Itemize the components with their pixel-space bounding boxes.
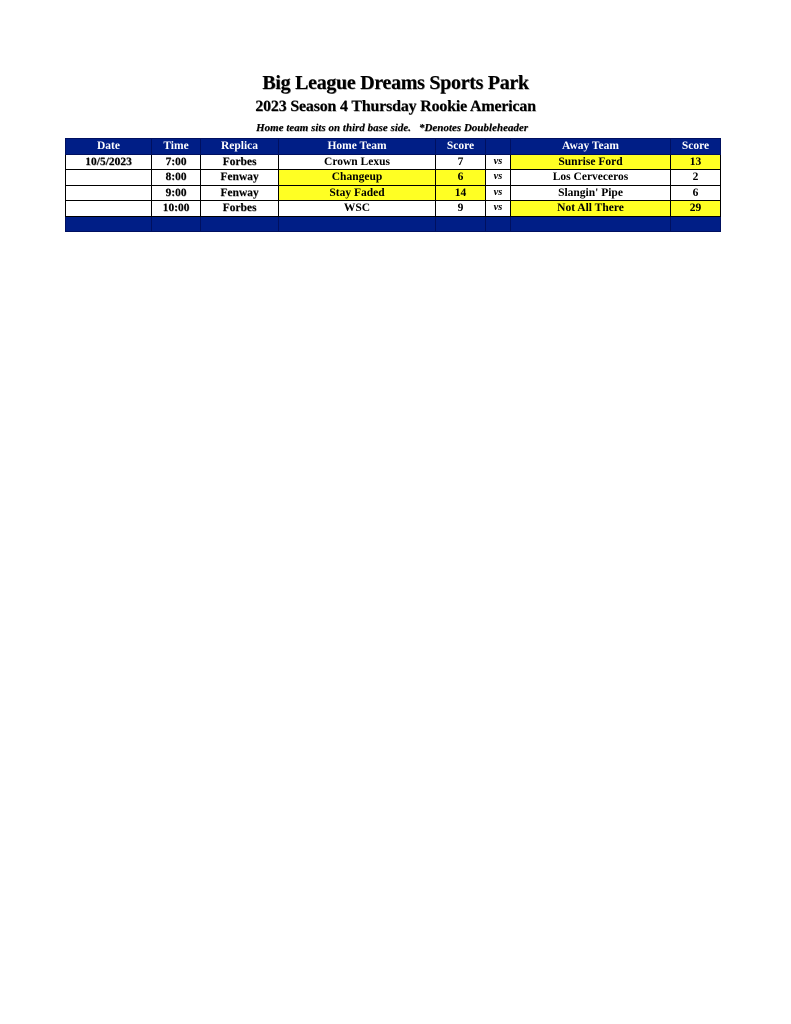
cell-date xyxy=(66,170,152,186)
footer-cell xyxy=(201,216,279,231)
cell-away-score: 2 xyxy=(671,170,721,186)
cell-home-score: 7 xyxy=(436,154,486,170)
cell-vs: vs xyxy=(486,154,511,170)
schedule-table xyxy=(65,138,721,232)
cell-time: 7:00 xyxy=(152,154,201,170)
footer-cell xyxy=(511,216,671,231)
cell-away-score: 29 xyxy=(671,201,721,217)
cell-home-team: WSC xyxy=(279,201,436,217)
cell-home-score: 14 xyxy=(436,185,486,201)
cell-date xyxy=(66,201,152,217)
cell-replica: Fenway xyxy=(201,170,279,186)
cell-away-team: Los Cerveceros xyxy=(511,170,671,186)
cell-away-team: Sunrise Ford xyxy=(511,154,671,170)
col-header-time: Time xyxy=(152,139,201,155)
col-header-replica: Replica xyxy=(201,139,279,155)
home-team-note: Home team sits on third base side. xyxy=(255,122,411,134)
doubleheader-note: *Denotes Doubleheader xyxy=(418,122,528,134)
table-row xyxy=(66,154,721,170)
col-header-away-team: Away Team xyxy=(511,139,671,155)
col-header-away-score: Score xyxy=(671,139,721,155)
cell-time: 9:00 xyxy=(152,185,201,201)
table-row xyxy=(66,201,721,217)
cell-home-team: Stay Faded xyxy=(279,185,436,201)
col-header-home-team: Home Team xyxy=(279,139,436,155)
footer-cell xyxy=(279,216,436,231)
cell-away-team: Slangin' Pipe xyxy=(511,185,671,201)
cell-vs: vs xyxy=(486,201,511,217)
cell-time: 10:00 xyxy=(152,201,201,217)
table-row xyxy=(66,185,721,201)
table-row xyxy=(66,170,721,186)
col-header-date: Date xyxy=(66,139,152,155)
cell-vs: vs xyxy=(486,170,511,186)
cell-home-team: Crown Lexus xyxy=(279,154,436,170)
league-subtitle: 2023 Season 4 Thursday Rookie American xyxy=(255,98,536,115)
footer-cell xyxy=(436,216,486,231)
page-title: Big League Dreams Sports Park xyxy=(262,72,529,94)
footer-cell xyxy=(671,216,721,231)
footer-cell xyxy=(152,216,201,231)
cell-date: 10/5/2023 xyxy=(66,154,152,170)
cell-home-team: Changeup xyxy=(279,170,436,186)
cell-replica: Forbes xyxy=(201,154,279,170)
cell-home-score: 9 xyxy=(436,201,486,217)
footer-cell xyxy=(66,216,152,231)
cell-home-score: 6 xyxy=(436,170,486,186)
col-header-home-score: Score xyxy=(436,139,486,155)
cell-replica: Fenway xyxy=(201,185,279,201)
footer-cell xyxy=(486,216,511,231)
cell-away-team: Not All There xyxy=(511,201,671,217)
cell-away-score: 13 xyxy=(671,154,721,170)
cell-away-score: 6 xyxy=(671,185,721,201)
cell-vs: vs xyxy=(486,185,511,201)
cell-time: 8:00 xyxy=(152,170,201,186)
cell-replica: Forbes xyxy=(201,201,279,217)
col-header-vs xyxy=(486,139,511,155)
table-footer-row xyxy=(66,216,721,231)
table-header-row xyxy=(66,139,721,155)
cell-date xyxy=(66,185,152,201)
schedule-note xyxy=(0,122,784,134)
